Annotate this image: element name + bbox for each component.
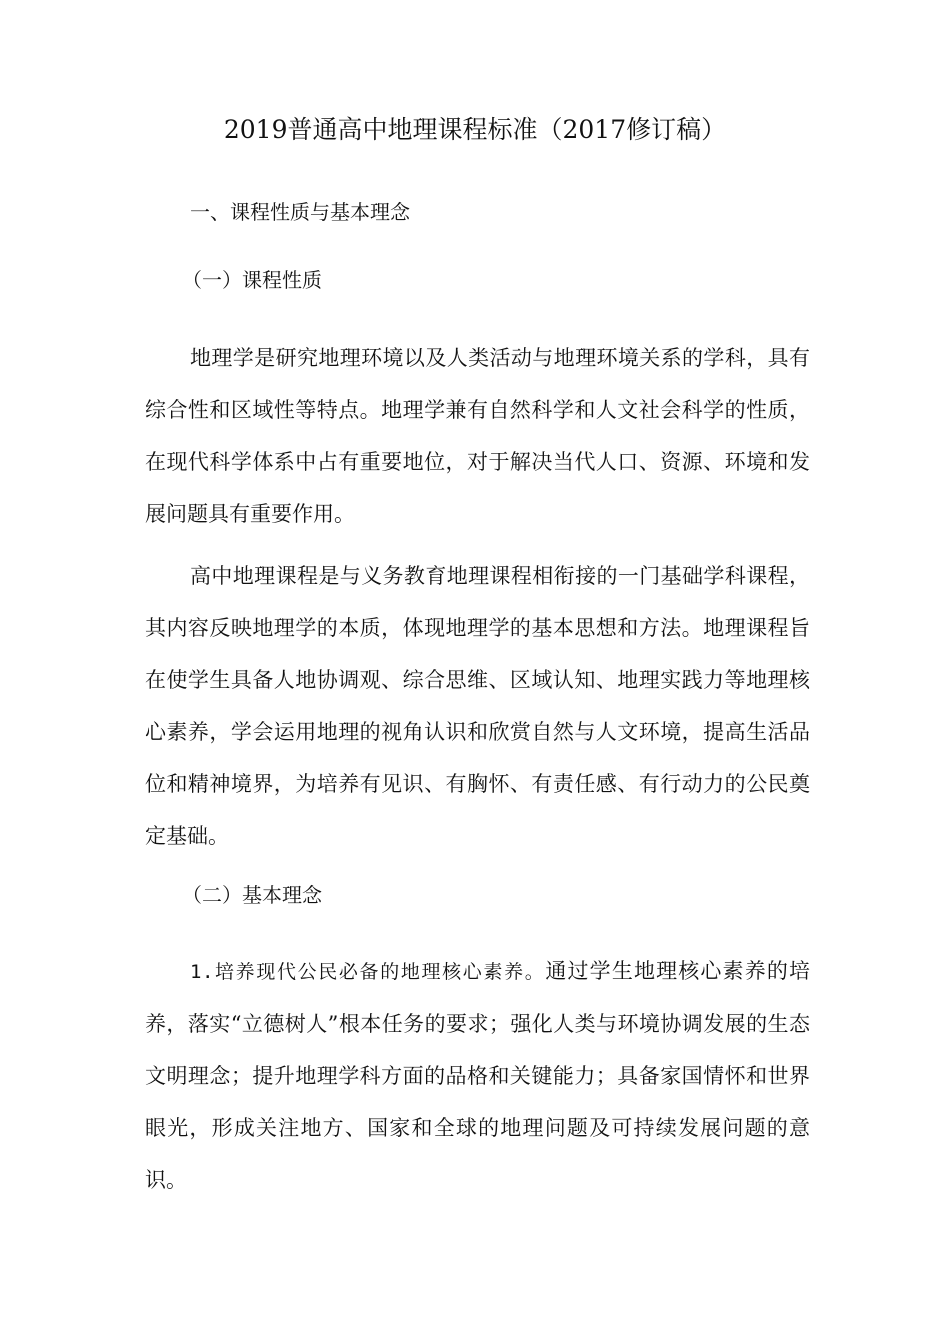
section-heading: 一、课程性质与基本理念 [190,200,410,224]
item-1-lead: 1.培养现代公民必备的地理核心素养。 [190,961,546,983]
subsection-heading-basic-concepts: （二）基本理念 [182,883,322,907]
subsection-heading-course-nature: （一）课程性质 [182,268,322,292]
item-1-body: 通过学生地理核心素养的培养，落实“立德树人”根本任务的要求；强化人类与环境协调发展的生态文明理念；提升地理学科方面的品格和关键能力；具备家国情怀和世界眼光，形成关注地方、国家和全球的地理问题及可持续发展问题的意识。 [145,959,810,1192]
document-title: 2019普通高中地理课程标准（2017修订稿） [223,115,727,144]
paragraph-core-literacy [145,945,810,1206]
paragraph-geography-definition: 地理学是研究地理环境以及人类活动与地理环境关系的学科，具有综合性和区域性等特点。地理学兼有自然科学和人文社会科学的性质，在现代科学体系中占有重要地位，对于解决当代人口、资源、环境和发展问题具有重要作用。 [145,346,810,526]
paragraph-high-school-course: 高中地理课程是与义务教育地理课程相衔接的一门基础学科课程，其内容反映地理学的本质，体现地理学的基本思想和方法。地理课程旨在使学生具备人地协调观、综合思维、区域认知、地理实践力等地理核心素养，学会运用地理的视角认识和欣赏自然与人文环境，提高生活品位和精神境界，为培养有见识、有胸怀、有责任感、有行动力的公民奠定基础。 [145,564,810,848]
